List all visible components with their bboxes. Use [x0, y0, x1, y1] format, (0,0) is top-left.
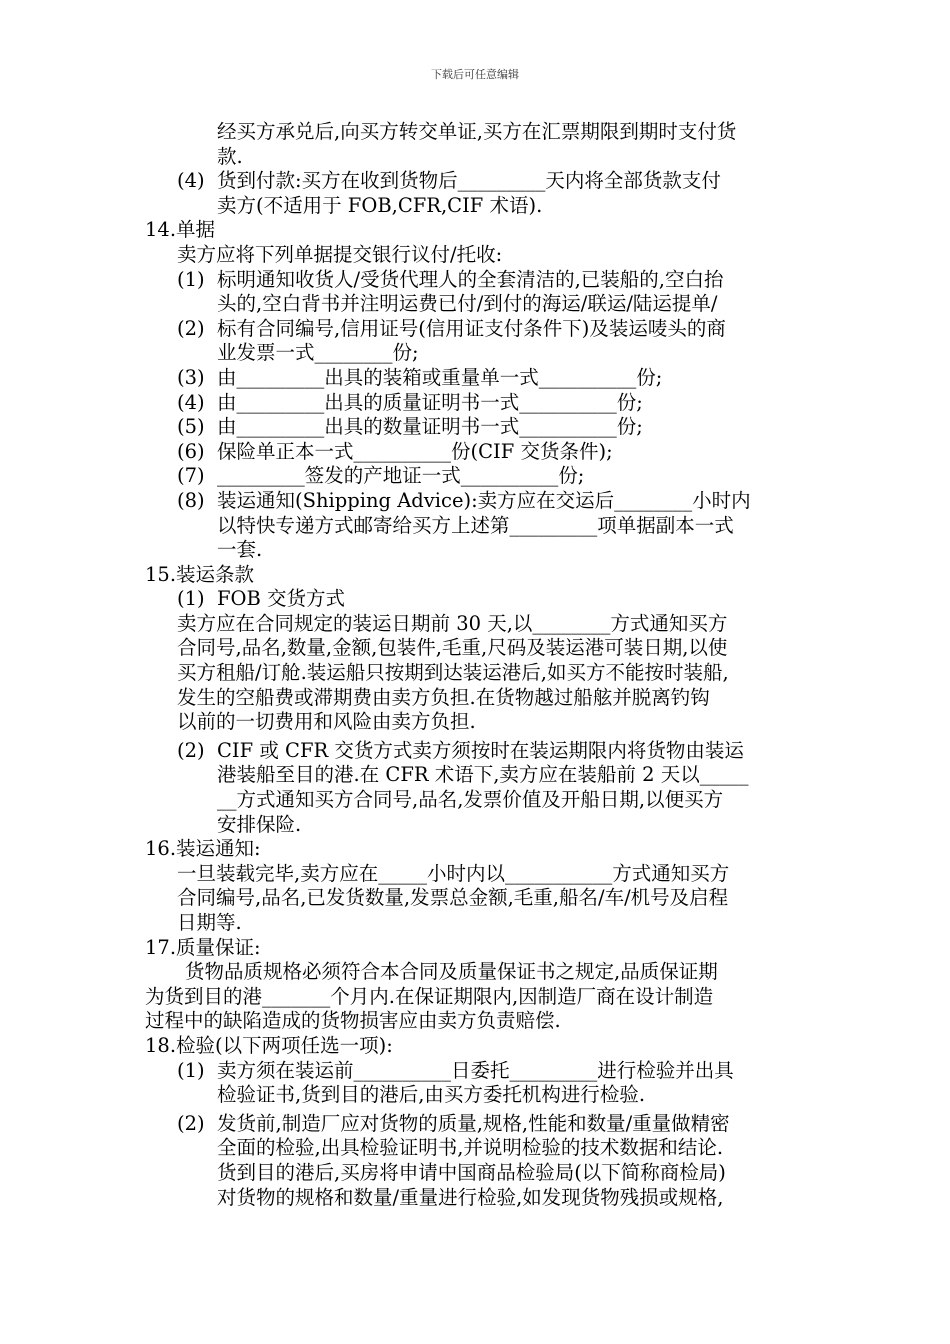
- text-line: 合同号,品名,数量,金额,包装件,毛重,尺码及装运港可装日期,以使: [177, 636, 728, 660]
- document-item-7: [145, 464, 810, 489]
- text-line: 发货前,制造厂应对货物的质量,规格,性能和数量/重量做精密: [217, 1111, 730, 1135]
- text-line: 业发票一式________份;: [217, 341, 419, 365]
- text-line: 由_________出具的质量证明书一式__________份;: [217, 390, 643, 414]
- text-line: 检验证书,货到目的港后,由买方委托机构进行检验.: [217, 1083, 646, 1107]
- item-number: (6): [177, 439, 205, 463]
- page-header: 下载后可任意编辑: [431, 68, 519, 81]
- section-heading-14: 14.单据: [145, 218, 216, 242]
- text-line: 卖方(不适用于 FOB,CFR,CIF 术语).: [217, 193, 543, 217]
- text-line: 过程中的缺陷造成的货物损害应由卖方负责赔偿.: [145, 1009, 561, 1033]
- document-item-2: [145, 317, 810, 366]
- item-number: (5): [177, 415, 205, 439]
- text-line: 货到付款:买方在收到货物后_________天内将全部货款支付: [217, 169, 721, 193]
- text-line: 标有合同编号,信用证号(信用证支付条件下)及装运唛头的商: [217, 316, 726, 340]
- document-item-5: [145, 415, 810, 440]
- text-line: 全面的检验,出具检验证明书,并说明检验的技术数据和结论.: [217, 1136, 724, 1160]
- text-line: 卖方应将下列单据提交银行议付/托收:: [177, 242, 503, 266]
- text-line: _________签发的产地证一式__________份;: [217, 464, 585, 488]
- item-number: (4): [177, 390, 205, 414]
- contract-body: [145, 120, 810, 1210]
- document-item-3: [145, 366, 810, 391]
- text-line: 港装船至目的港.在 CFR 术语下,卖方应在装船前 2 天以_____: [217, 763, 749, 787]
- text-line: 为货到目的港_______个月内.在保证期限内,因制造厂商在设计制造: [145, 984, 714, 1008]
- item-number: (1): [177, 587, 205, 611]
- item-number: (8): [177, 488, 205, 512]
- text-line: 一旦装载完毕,卖方应在_____小时内以___________方式通知买方: [177, 861, 730, 885]
- text-line: 保险单正本一式__________份(CIF 交货条件);: [217, 439, 613, 463]
- text-line: 合同编号,品名,已发货数量,发票总金额,毛重,船名/车/机号及启程: [177, 886, 729, 910]
- text-line: 由_________出具的数量证明书一式__________份;: [217, 415, 643, 439]
- shipping-item-2: [145, 739, 810, 837]
- text-line: 买方租船/订舱.装运船只按期到达装运港后,如买方不能按时装船,: [177, 661, 729, 685]
- text-line: 卖方须在装运前__________日委托_________进行检验并出具: [217, 1058, 734, 1082]
- document-item-4: [145, 391, 810, 416]
- text-line: FOB 交货方式: [217, 587, 346, 611]
- item-number: (2): [177, 1111, 205, 1135]
- document-item-1: [145, 268, 810, 317]
- text-line: 货物品质规格必须符合本合同及质量保证书之规定,品质保证期: [185, 960, 718, 984]
- text-line: 安排保险.: [217, 812, 302, 836]
- item-number: (1): [177, 267, 205, 291]
- text-line: 货到目的港后,买房将申请中国商品检验局(以下简称商检局): [217, 1160, 726, 1184]
- item-number: (7): [177, 464, 205, 488]
- text-line: CIF 或 CFR 交货方式卖方须按时在装运期限内将货物由装运: [217, 738, 744, 762]
- item-number: (2): [177, 316, 205, 340]
- inspection-item-1: [145, 1059, 810, 1108]
- item-number: (1): [177, 1058, 205, 1082]
- text-line: 一套.: [217, 538, 263, 562]
- item-number: (2): [177, 738, 205, 762]
- text-line: 对货物的规格和数量/重量进行检验,如发现货物残损或规格,: [217, 1185, 724, 1209]
- text-line: 经买方承兑后,向买方转交单证,买方在汇票期限到期时支付货: [217, 120, 737, 143]
- text-line: 卖方应在合同规定的装运日期前 30 天,以________方式通知买方: [177, 611, 728, 635]
- text-line: 标明通知收货人/受货代理人的全套清洁的,已装船的,空白抬: [217, 267, 724, 291]
- section-heading-17: 17.质量保证:: [145, 935, 261, 959]
- text-line: 由_________出具的装箱或重量单一式__________份;: [217, 365, 663, 389]
- shipping-item-1: [145, 587, 810, 612]
- document-item-6: [145, 440, 810, 465]
- section-heading-16: 16.装运通知:: [145, 837, 261, 861]
- text-line: __方式通知买方合同号,品名,发票价值及开船日期,以便买方: [217, 788, 724, 812]
- payment-item-4: [145, 169, 810, 218]
- text-line: 款.: [217, 144, 243, 168]
- text-line: 发生的空船费或滞期费由卖方负担.在货物越过船舷并脱离钓钩: [177, 685, 710, 709]
- text-line: 以特快专递方式邮寄给买方上述第_________项单据副本一式: [217, 513, 734, 537]
- text-line: 以前的一切费用和风险由卖方负担.: [177, 710, 476, 734]
- inspection-item-2: [145, 1112, 810, 1210]
- text-line: 日期等.: [177, 911, 242, 934]
- section-heading-15: 15.装运条款: [145, 562, 255, 586]
- item-number: (3): [177, 365, 205, 389]
- section-heading-18: 18.检验(以下两项任选一项):: [145, 1033, 393, 1057]
- text-line: 头的,空白背书并注明运费已付/到付的海运/联运/陆运提单/: [217, 292, 718, 316]
- document-item-8: [145, 489, 810, 563]
- text-line: 装运通知(Shipping Advice):卖方应在交运后________小时内: [217, 488, 751, 512]
- item-number: (4): [177, 169, 205, 193]
